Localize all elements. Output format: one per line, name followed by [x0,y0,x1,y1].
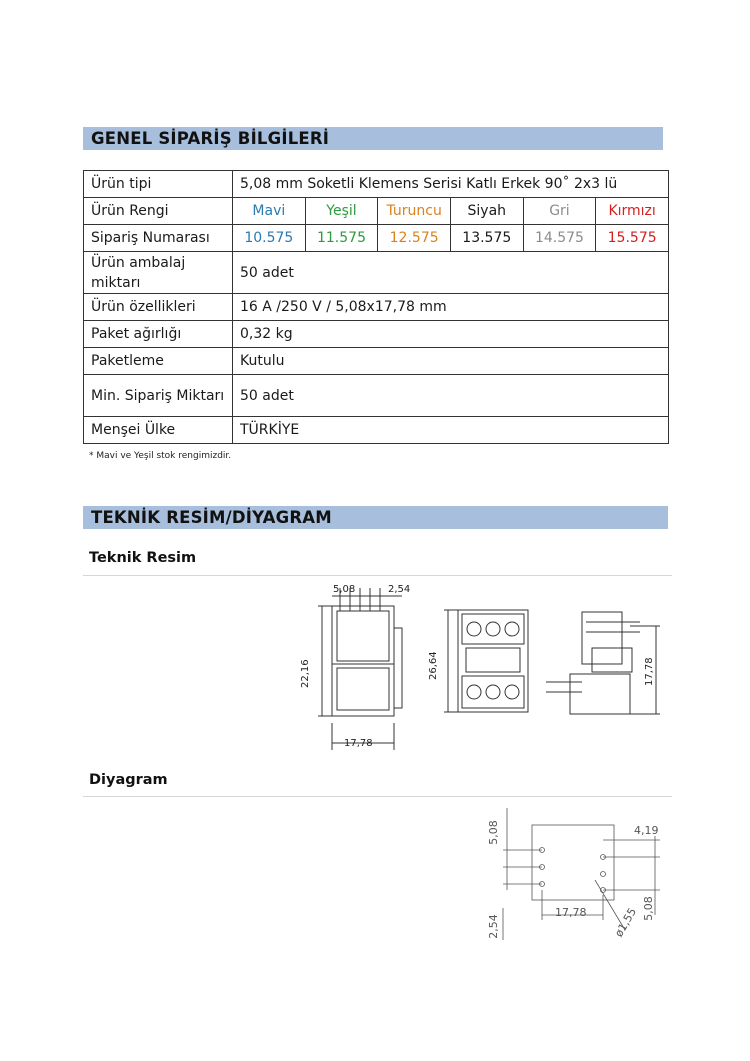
origin-label: Menşei Ülke [84,417,233,444]
table-row [84,198,669,225]
technical-drawing-title: Teknik Resim [89,550,197,566]
technical-drawing [290,578,670,758]
diagram-dim-top: 5,08 [486,820,500,845]
min-order-value: 50 adet [233,375,669,417]
origin-value: TÜRKİYE [233,417,669,444]
table-row [84,321,669,348]
order-code: 11.575 [305,225,378,252]
dim-offset: 2,54 [388,584,411,595]
color-name: Yeşil [305,198,378,225]
table-row [84,348,669,375]
dim-height-side: 17,78 [644,657,655,686]
table-row [84,375,669,417]
dim-height-front: 22,16 [300,659,311,688]
packaging-value: Kutulu [233,348,669,375]
general-info-header [83,127,663,150]
features-value: 16 A /250 V / 5,08x17,78 mm [233,294,669,321]
table-row [84,252,669,294]
product-type-label: Ürün tipi [84,171,233,198]
package-value: 50 adet [233,252,669,294]
color-label: Ürün Rengi [84,198,233,225]
diagram-dim-right-top: 4,19 [634,824,659,837]
color-name: Gri [523,198,596,225]
table-row [84,294,669,321]
packaging-label: Paketleme [84,348,233,375]
technical-header [83,506,668,529]
weight-value: 0,32 kg [233,321,669,348]
order-code: 14.575 [523,225,596,252]
stock-footnote: * Mavi ve Yeşil stok rengimizdir. [89,451,232,461]
order-code: 15.575 [596,225,669,252]
table-row [84,171,669,198]
product-type-value: 5,08 mm Soketli Klemens Serisi Katlı Erkek 90˚ 2x3 lü [233,171,669,198]
diagram-dim-right-bottom: 5,08 [641,896,655,921]
order-info-table [83,170,669,444]
color-name: Mavi [233,198,306,225]
technical-title: TEKNİK RESİM/DİYAGRAM [91,508,332,527]
order-code: 10.575 [233,225,306,252]
diagram-dim-hole: ø1,55 [612,905,640,940]
dim-pitch: 5,08 [333,584,356,595]
features-label: Ürün özellikleri [84,294,233,321]
divider [83,796,672,797]
order-no-label: Sipariş Numarası [84,225,233,252]
diagram-dim-bottom-left: 2,54 [486,914,500,939]
order-code: 12.575 [378,225,451,252]
table-row [84,417,669,444]
pcb-diagram [475,800,675,945]
min-order-label: Min. Sipariş Miktarı [84,375,233,417]
color-name: Kırmızı [596,198,669,225]
dim-height-top: 26,64 [428,651,439,680]
dim-width: 17,78 [344,738,373,749]
color-name: Siyah [450,198,523,225]
weight-label: Paket ağırlığı [84,321,233,348]
diagram-title: Diyagram [89,772,168,788]
front-view [318,588,402,750]
top-view [444,610,528,712]
side-view [546,612,660,714]
color-name: Turuncu [378,198,451,225]
package-label: Ürün ambalaj miktarı [84,252,233,294]
divider [83,575,672,576]
general-info-title: GENEL SİPARİŞ BİLGİLERİ [91,129,330,148]
diagram-dim-width: 17,78 [555,906,587,919]
order-code: 13.575 [450,225,523,252]
table-row [84,225,669,252]
